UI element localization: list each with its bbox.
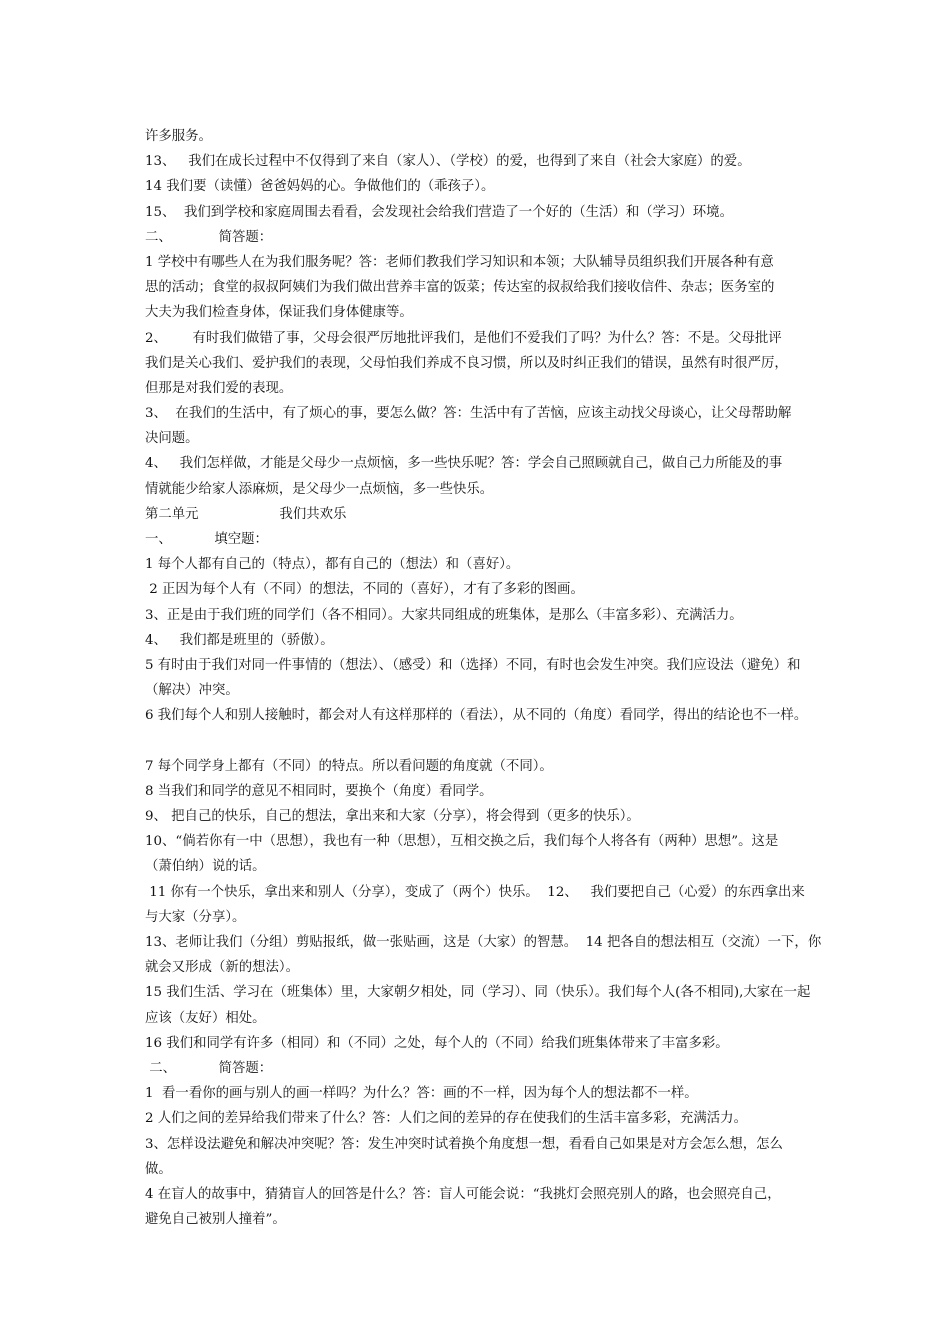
text-line: 1 每个人都有自己的（特点），都有自己的（想法）和（喜好）。 [145, 557, 520, 573]
text-line: 决问题。 [145, 431, 199, 447]
text-line: 大夫为我们检查身体，保证我们身体健康等。 [145, 305, 413, 321]
text-line: 3、 在我们的生活中，有了烦心的事，要怎么做？答：生活中有了苦恼，应该主动找父母谈心，让父母帮助解 [145, 406, 792, 422]
text-line: 就会又形成（新的想法）。 [145, 960, 299, 976]
text-line: 7 每个同学身上都有（不同）的特点。所以看问题的角度就（不同）。 [145, 758, 553, 774]
text-line: 但那是对我们爱的表现。 [145, 380, 293, 396]
text-line: 与大家（分享）。 [145, 909, 246, 925]
text-line: 4、 我们都是班里的（骄傲）。 [145, 632, 334, 648]
text-line: 我们是关心我们、爱护我们的表现，父母怕我们养成不良习惯，所以及时纠正我们的错误，虽然有时很严厉， [145, 355, 788, 371]
text-line: 4、 我们怎样做，才能是父母少一点烦恼，多一些快乐呢？答：学会自己照顾就自己，做自己力所能及的事 [145, 456, 783, 472]
text-line: 4 在盲人的故事中，猜猜盲人的回答是什么？答：盲人可能会说：“我挑灯会照亮别人的路，也会照亮自己， [145, 1186, 781, 1202]
text-line: 第二单元 我们共欢乐 [145, 506, 347, 522]
text-line: 3、怎样设法避免和解决冲突呢？答：发生冲突时试着换个角度想一想，看看自己如果是对方会怎么想，怎么 [145, 1136, 783, 1152]
text-line: 15、 我们到学校和家庭周围去看看，会发现社会给我们营造了一个好的（生活）和（学习）环境。 [145, 204, 733, 220]
text-line: 13、 我们在成长过程中不仅得到了来自（家人）、（学校）的爱，也得到了来自（社会大家庭）的爱。 [145, 154, 751, 170]
text-line: 11 你有一个快乐，拿出来和别人（分享），变成了（两个）快乐。 12、 我们要把自己（心爱）的东西拿出来 [145, 884, 805, 900]
text-line: 5 有时由于我们对同一件事情的（想法）、（感受）和（选择）不同，有时也会发生冲突。我们应设法（避免）和 [145, 657, 801, 673]
text-line: 许多服务。 [145, 129, 212, 144]
text-line: 1 学校中有哪些人在为我们服务呢？答：老师们教我们学习知识和本领；大队辅导员组织我们开展各种有意 [145, 254, 774, 270]
blank-line [145, 729, 825, 754]
text-line: 9、 把自己的快乐，自己的想法，拿出来和大家（分享），将会得到（更多的快乐）。 [145, 809, 640, 825]
text-line: 6 我们每个人和别人接触时，都会对人有这样那样的（看法），从不同的（角度）看同学，得出的结论也不一样。 [145, 708, 808, 724]
text-line: 做。 [145, 1161, 172, 1177]
text-line: （解决）冲突。 [145, 683, 239, 699]
text-line: （萧伯纳）说的话。 [145, 859, 266, 875]
text-line: 10、“倘若你有一中（思想），我也有一种（思想），互相交换之后，我们每个人将各有（两种）思想”。这是 [145, 834, 779, 850]
text-line: 二、 简答题： [145, 1060, 273, 1076]
text-line: 13、老师让我们（分组）剪贴报纸，做一张贴画，这是（大家）的智慧。 14 把各自的想法相互（交流）一下，你 [145, 935, 822, 950]
text-line: 2、 有时我们做错了事，父母会很严厉地批评我们，是他们不爱我们了吗？为什么？答：不是。父母批评 [145, 330, 782, 346]
text-line: 应该（友好）相处。 [145, 1010, 266, 1026]
text-line: 一、 填空题： [145, 532, 268, 547]
text-line: 15 我们生活、学习在（班集体）里，大家朝夕相处，同（学习）、同（快乐）。我们每个人(各不相同),大家在一起 [145, 985, 811, 1001]
text-line: 14 我们要（读懂）爸爸妈妈的心。争做他们的（乖孩子）。 [145, 179, 495, 195]
text-line: 情就能少给家人添麻烦，是父母少一点烦恼，多一些快乐。 [145, 481, 494, 497]
document-body [145, 124, 825, 1232]
text-line: 思的活动；食堂的叔叔阿姨们为我们做出营养丰富的饭菜；传达室的叔叔给我们接收信件、杂志；医务室的 [145, 280, 775, 296]
text-line: 3、正是由于我们班的同学们（各不相同）。大家共同组成的班集体，是那么（丰富多彩）、充满活力。 [145, 607, 743, 623]
text-line: 2 正因为每个人有（不同）的想法，不同的（喜好），才有了多彩的图画。 [145, 582, 584, 598]
text-line: 二、 简答题： [145, 229, 273, 245]
text-line: 1 看一看你的画与别人的画一样吗？为什么？答：画的不一样，因为每个人的想法都不一样。 [145, 1086, 698, 1102]
text-line: 避免自己被别人撞着”。 [145, 1212, 286, 1228]
text-line: 16 我们和同学有许多（相同）和（不同）之处，每个人的（不同）给我们班集体带来了丰富多彩。 [145, 1035, 729, 1051]
text-line: 2 人们之间的差异给我们带来了什么？答：人们之间的差异的存在使我们的生活丰富多彩，充满活力。 [145, 1111, 747, 1127]
text-line: 8 当我们和同学的意见不相同时，要换个（角度）看同学。 [145, 783, 493, 799]
